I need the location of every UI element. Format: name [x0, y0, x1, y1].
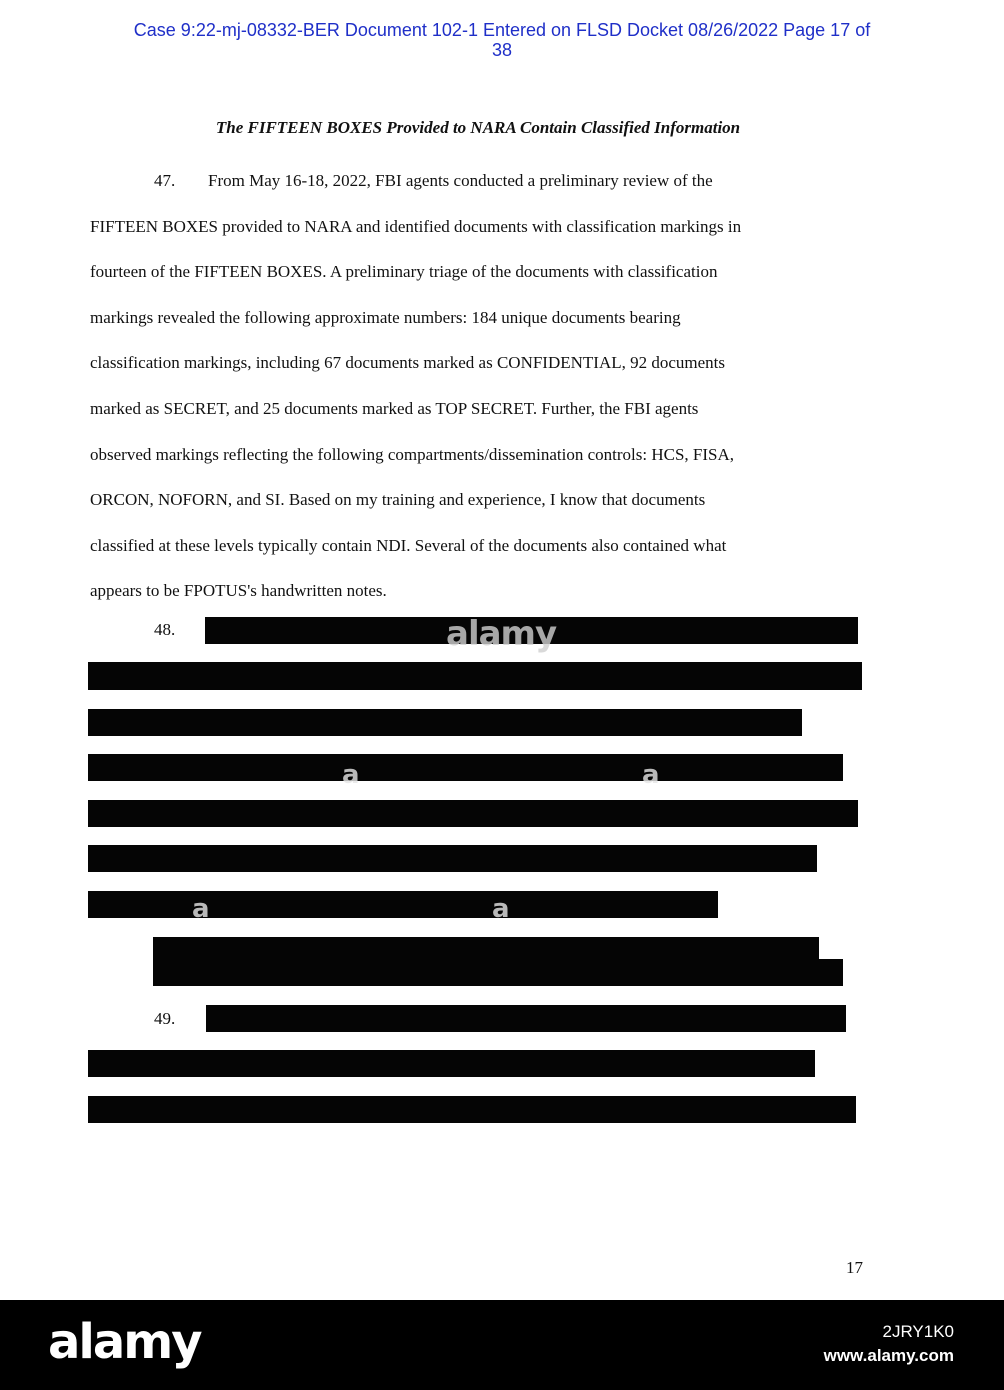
docket-header-line1: Case 9:22-mj-08332-BER Document 102-1 Entered on FLSD Docket 08/26/2022 Page 17 of	[133, 20, 871, 40]
watermark-mark: a	[192, 894, 210, 924]
paragraph-line: observed markings reflecting the following compartments/dissemination controls: HCS, FISA,	[90, 444, 735, 464]
section-heading: The FIFTEEN BOXES Provided to NARA Contain Classified Information	[215, 118, 741, 137]
redaction-bar	[88, 1096, 856, 1123]
paragraph-line: 47. From May 16-18, 2022, FBI agents conducted a preliminary review of the	[90, 158, 850, 204]
redaction-bar	[88, 754, 843, 781]
paragraph-48-number: 48.	[154, 620, 176, 639]
paragraph-line: FIFTEEN BOXES provided to NARA and identified documents with classification markings in	[90, 216, 742, 236]
watermark-mark: a	[642, 760, 660, 790]
paragraph-line: marked as SECRET, and 25 documents marked as TOP SECRET. Further, the FBI agents	[90, 398, 699, 418]
page-number: 17	[846, 1258, 863, 1277]
paragraph-line: fourteen of the FIFTEEN BOXES. A preliminary triage of the documents with classification	[90, 262, 718, 282]
redaction-bar	[88, 662, 862, 690]
redaction-bar	[88, 1050, 815, 1077]
stock-banner	[0, 1300, 1004, 1390]
paragraph-line: markings revealed the following approximate numbers: 184 unique documents bearing	[90, 307, 681, 327]
redaction-bar	[88, 891, 718, 918]
redaction-block	[153, 937, 819, 986]
paragraph-number: 47.	[154, 171, 176, 190]
redaction-bar	[206, 1005, 846, 1032]
paragraph-49-number: 49.	[154, 1009, 176, 1028]
redaction-bar	[88, 709, 802, 736]
redaction-block	[815, 959, 843, 986]
docket-header-line2: 38	[491, 40, 513, 60]
redaction-bar	[88, 800, 858, 827]
redaction-bar	[88, 845, 817, 872]
watermark-mark: a	[342, 760, 360, 790]
image-id: 2JRY1K0	[882, 1322, 954, 1341]
paragraph-47	[90, 158, 850, 614]
watermark-mark: a	[492, 894, 510, 924]
alamy-logo: alamy	[48, 1314, 201, 1370]
paragraph-line: classification markings, including 67 documents marked as CONFIDENTIAL, 92 documents	[90, 353, 726, 373]
site-url: www.alamy.com	[823, 1346, 954, 1365]
paragraph-line: appears to be FPOTUS's handwritten notes.	[90, 581, 387, 601]
watermark: alamy	[446, 614, 557, 654]
paragraph-line: ORCON, NOFORN, and SI. Based on my training and experience, I know that documents	[90, 490, 706, 510]
paragraph-line: classified at these levels typically contain NDI. Several of the documents also contained what	[90, 535, 727, 555]
docket-header	[60, 20, 944, 60]
